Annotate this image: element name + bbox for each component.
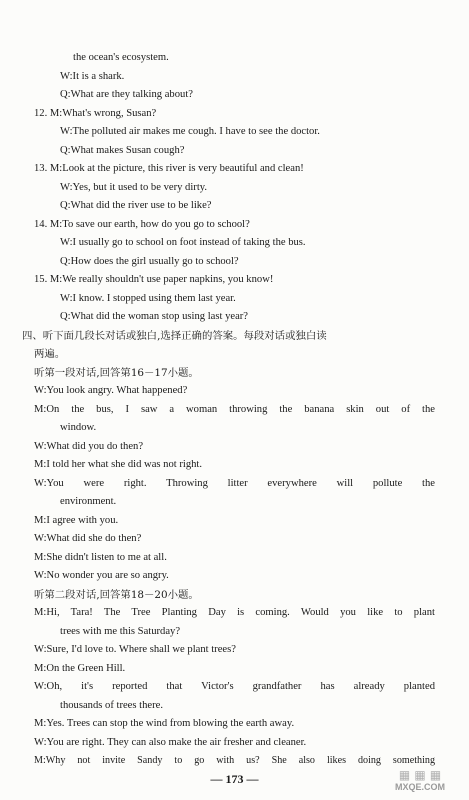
section-heading-cont: 两遍。 bbox=[34, 348, 66, 360]
text-line: M:On the bus, I saw a woman throwing the banana skin out of the bbox=[34, 404, 435, 415]
text-line: 15. M:We really shouldn't use paper napkins, you know! bbox=[34, 274, 274, 285]
watermark-text: MXQE.COM bbox=[394, 782, 446, 792]
dialogue-instruction: 听第一段对话,回答第16－17小题。 bbox=[34, 367, 199, 379]
text-line: W:What did you do then? bbox=[34, 441, 144, 452]
text-line: W:Yes, but it used to be very dirty. bbox=[60, 182, 208, 193]
text-line: W:You are right. They can also make the air fresher and cleaner. bbox=[34, 737, 307, 748]
text-line: trees with me this Saturday? bbox=[60, 626, 181, 637]
text-line: M:I told her what she did was not right. bbox=[34, 459, 203, 470]
text-line: M:She didn't listen to me at all. bbox=[34, 552, 167, 563]
text-line: W:No wonder you are so angry. bbox=[34, 570, 169, 581]
text-line: W:I know. I stopped using them last year. bbox=[60, 293, 236, 304]
text-line: W:What did she do then? bbox=[34, 533, 142, 544]
text-line: M:On the Green Hill. bbox=[34, 663, 126, 674]
text-line: 12. M:What's wrong, Susan? bbox=[34, 108, 157, 119]
text-line: W:It is a shark. bbox=[60, 71, 125, 82]
text-line: W:You look angry. What happened? bbox=[34, 385, 188, 396]
page-number: — 173 — bbox=[210, 772, 259, 786]
text-line: Q:What makes Susan cough? bbox=[60, 145, 185, 156]
watermark-logo bbox=[377, 766, 463, 796]
dialogue-instruction: 听第二段对话,回答第18－20小题。 bbox=[34, 589, 199, 601]
svg-text:▦ ▦ ▦: ▦ ▦ ▦ bbox=[398, 768, 442, 782]
text-line: Q:What are they talking about? bbox=[60, 89, 193, 100]
text-line: W:Oh, it's reported that Victor's grandfather has already planted bbox=[34, 681, 435, 692]
text-line: environment. bbox=[60, 496, 117, 507]
text-line: M:Yes. Trees can stop the wind from blowing the earth away. bbox=[34, 718, 295, 729]
text-line: M:Why not invite Sandy to go with us? She also likes doing something bbox=[34, 755, 435, 766]
text-line: window. bbox=[60, 422, 97, 433]
text-line: Q:What did the woman stop using last year? bbox=[60, 311, 248, 322]
text-line: the ocean's ecosystem. bbox=[73, 52, 169, 63]
text-line: thousands of trees there. bbox=[60, 700, 163, 711]
text-line: M:I agree with you. bbox=[34, 515, 119, 526]
text-line: Q:How does the girl usually go to school? bbox=[60, 256, 239, 267]
text-line: W:I usually go to school on foot instead of taking the bus. bbox=[60, 237, 306, 248]
text-line: Q:What did the river use to be like? bbox=[60, 200, 212, 211]
text-line: 14. M:To save our earth, how do you go to school? bbox=[34, 219, 250, 230]
text-line: M:Hi, Tara! The Tree Planting Day is coming. Would you like to plant bbox=[34, 607, 435, 618]
section-heading: 四、听下面几段长对话或独白,选择正确的答案。每段对话或独白读 bbox=[22, 330, 327, 342]
text-line: 13. M:Look at the picture, this river is very beautiful and clean! bbox=[34, 163, 304, 174]
text-line: W:Sure, I'd love to. Where shall we plant trees? bbox=[34, 644, 236, 655]
text-line: W:You were right. Throwing litter everywhere will pollute the bbox=[34, 478, 435, 489]
text-line: W:The polluted air makes me cough. I have to see the doctor. bbox=[60, 126, 320, 137]
